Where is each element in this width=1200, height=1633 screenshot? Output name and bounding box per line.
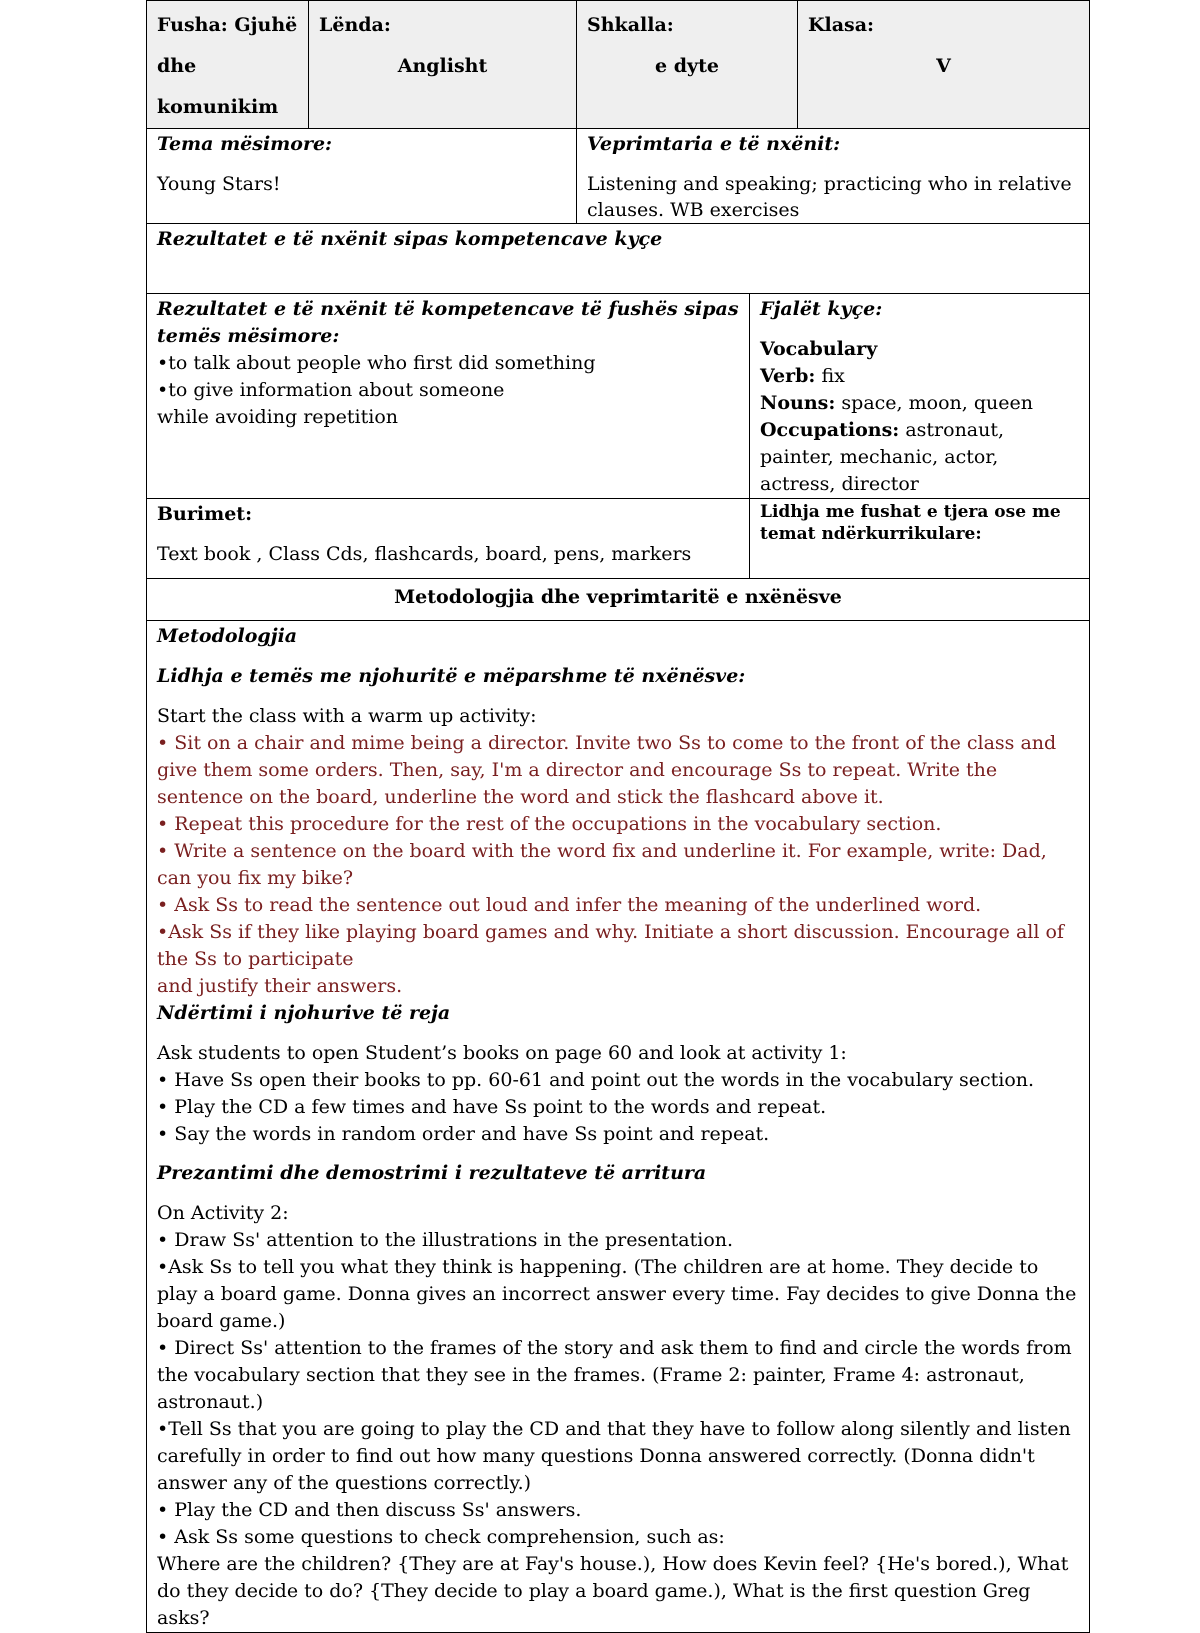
outcome-item: •to give information about someone — [157, 379, 505, 401]
new-item: • Play the CD a few times and have Ss point to the words and repeat. — [157, 1096, 827, 1118]
nouns-line — [760, 390, 1079, 417]
outcomes-cell — [147, 294, 750, 499]
fusha-label: Fusha: Gjuhë — [157, 14, 298, 36]
activity2-item: • Ask Ss some questions to check comprehension, such as: — [157, 1526, 725, 1548]
keywords-cell — [750, 294, 1090, 499]
warmup-item: and justify their answers. — [157, 975, 403, 997]
new-intro: Ask students to open Student’s books on page 60 and look at activity 1: — [157, 1042, 847, 1064]
header-row — [147, 1, 1090, 129]
prior-knowledge-label: Lidhja e temës me njohuritë e mëparshme të nxënësve: — [157, 665, 746, 687]
outcomes-row — [147, 294, 1090, 499]
tema-label: Tema mësimore: — [157, 133, 333, 155]
lesson-plan-page — [146, 0, 1089, 1633]
new-knowledge-label: Ndërtimi i njohurive të reja — [157, 1002, 451, 1024]
veprimtaria-label: Veprimtaria e të nxënit: — [587, 133, 841, 155]
methodology-body-cell — [147, 621, 1090, 1633]
activity2-item: Where are the children? {They are at Fay's house.), How does Kevin feel? {He's bored.), What do they decide to do? {They decide to play a board game.), What is the first question Greg asks? — [157, 1553, 1069, 1629]
rezultatet-kyce-row — [147, 224, 1090, 294]
tema-value: Young Stars! — [157, 173, 281, 195]
activity2-item: •Ask Ss to tell you what they think is happening. (The children are at home. They decide to play a board game. Donna gives an incorrect answer every time. Fay decides to give Donna the board game.) — [157, 1256, 1077, 1332]
occupations-label: Occupations: — [760, 419, 900, 441]
new-item: • Say the words in random order and have Ss point and repeat. — [157, 1123, 770, 1145]
verb-label: Verb: — [760, 365, 816, 387]
klasa-cell — [798, 1, 1090, 129]
shkalla-value: e dyte — [655, 55, 719, 77]
warmup-item: • Ask Ss to read the sentence out loud and infer the meaning of the underlined word. — [157, 894, 982, 916]
lesson-plan-table — [146, 0, 1090, 1633]
shkalla-cell — [577, 1, 798, 129]
klasa-label: Klasa: — [808, 14, 875, 36]
outcomes-label: Rezultatet e të nxënit të kompetencave të fushës sipas temës mësimore: — [157, 298, 739, 347]
nouns-value: space, moon, queen — [835, 392, 1033, 414]
warmup-item: • Repeat this procedure for the rest of the occupations in the vocabulary section. — [157, 813, 942, 835]
link-cell — [750, 499, 1090, 579]
warmup-intro: Start the class with a warm up activity: — [157, 705, 537, 727]
keywords-label: Fjalët kyçe: — [760, 298, 883, 320]
methodology-label: Metodologjia — [157, 625, 298, 647]
rezultatet-kyce-label: Rezultatet e të nxënit sipas kompetencave kyçe — [157, 228, 663, 250]
activity2-item: • Play the CD and then discuss Ss' answers. — [157, 1499, 582, 1521]
resources-cell — [147, 499, 750, 579]
verb-value: fix — [815, 365, 845, 387]
activity2-item: • Draw Ss' attention to the illustrations in the presentation. — [157, 1229, 734, 1251]
occupations-value: astronaut, painter, mechanic, actor, actress, director — [760, 419, 1005, 495]
warmup-item: • Sit on a chair and mime being a director. Invite two Ss to come to the front of the class and give them some orders. Then, say, I'm a director and encourage Ss to repeat. Write the sentence on the board, underline the word and stick the flashcard above it. — [157, 732, 1057, 808]
resources-value: Text book , Class Cds, flashcards, board, pens, markers — [157, 543, 692, 565]
fusha-cell — [147, 1, 309, 129]
methodology-title-row — [147, 579, 1090, 621]
veprimtaria-cell — [577, 129, 1090, 224]
lenda-label: Lënda: — [319, 14, 391, 36]
resources-label: Burimet: — [157, 503, 253, 525]
nouns-label: Nouns: — [760, 392, 836, 414]
outcome-item: •to talk about people who first did something — [157, 352, 596, 374]
methodology-title-cell — [147, 579, 1090, 621]
warmup-item: •Ask Ss if they like playing board games and why. Initiate a short discussion. Encourage all of the Ss to participate — [157, 921, 1064, 970]
occupations-line — [760, 417, 1079, 498]
link-label: Lidhja me fushat e tjera ose me temat ndërkurrikulare: — [760, 502, 1061, 544]
methodology-title: Metodologjia dhe veprimtaritë e nxënësve — [394, 586, 842, 608]
lenda-value: Anglisht — [397, 55, 488, 77]
resources-row — [147, 499, 1090, 579]
verb-line — [760, 363, 1079, 390]
activity2-item: •Tell Ss that you are going to play the CD and that they have to follow along silently and listen carefully in order to find out how many questions Donna answered correctly. (Donna didn't answer any of the questions correctly.) — [157, 1418, 1071, 1494]
rezultatet-kyce-cell — [147, 224, 1090, 294]
lenda-cell — [309, 1, 577, 129]
outcome-item: while avoiding repetition — [157, 406, 399, 428]
klasa-value: V — [936, 55, 951, 77]
activity2-intro: On Activity 2: — [157, 1202, 289, 1224]
vocabulary-title: Vocabulary — [760, 338, 878, 360]
activity2-item: • Direct Ss' attention to the frames of the story and ask them to find and circle the words from the vocabulary section that they see in the frames. (Frame 2: painter, Frame 4: astronaut, astronaut.) — [157, 1337, 1072, 1413]
fusha-line-2: komunikim — [157, 96, 279, 118]
new-item: • Have Ss open their books to pp. 60-61 and point out the words in the vocabulary section. — [157, 1069, 1035, 1091]
fusha-line-1: dhe — [157, 55, 197, 77]
methodology-body-row — [147, 621, 1090, 1633]
shkalla-label: Shkalla: — [587, 14, 674, 36]
warmup-item: • Write a sentence on the board with the word fix and underline it. For example, write: Dad, can you fix my bike? — [157, 840, 1047, 889]
topic-row — [147, 129, 1090, 224]
presentation-label: Prezantimi dhe demostrimi i rezultateve të arritura — [157, 1162, 707, 1184]
veprimtaria-value: Listening and speaking; practicing who in relative clauses. WB exercises — [587, 173, 1072, 221]
tema-cell — [147, 129, 577, 224]
